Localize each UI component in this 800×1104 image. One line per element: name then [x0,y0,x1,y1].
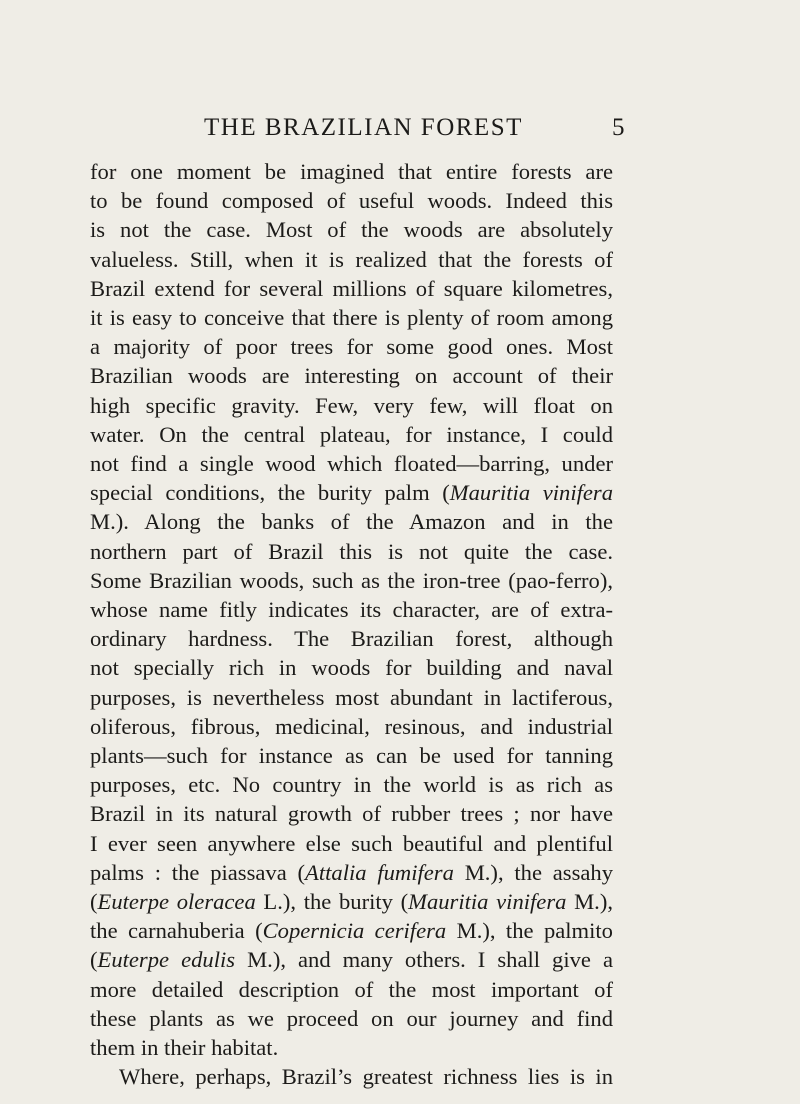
italic-species-name: Mauritia vinifera [449,480,613,506]
text-line: them in their habitat. [90,1035,279,1060]
text-line: water. On the central plateau, for instance, I could [90,421,613,447]
text-line: for one moment be imagined that entire forests are [90,159,613,184]
text-line: I ever seen anywhere else such beautiful and plentiful [90,830,613,856]
text-line: northern part of Brazil this is not quite the case. [90,538,613,564]
text-line: high specific gravity. Few, very few, will float on [90,392,613,418]
text-line: palms : the piassava (Attalia fumifera M.), the assahy [90,859,613,885]
text-line: Brazilian woods are interesting on account of their [90,363,613,389]
text-line: these plants as we proceed on our journey and find [90,1005,613,1031]
text-line: Brazil extend for several millions of square kilometres, [90,275,613,301]
text-line: a majority of poor trees for some good ones. Most [90,334,613,360]
chapter-title: THE BRAZILIAN FOREST [204,114,523,141]
text-line: to be found composed of useful woods. Indeed this [90,188,613,214]
text-line: the carnahuberia (Copernicia cerifera M.), the palmito [90,918,613,944]
text-line: it is easy to conceive that there is plenty of room among [90,305,613,330]
text-line: (Euterpe edulis M.), and many others. I shall give a [90,947,614,973]
text-line: more detailed description of the most important of [90,976,613,1002]
text-line: (Euterpe oleracea L.), the burity (Mauritia vinifera M.), [90,889,613,914]
text-line: plants—such for instance as can be used for tanning [90,743,613,768]
text-line: not find a single wood which floated—barring, under [90,451,613,476]
text-line: M.). Along the banks of the Amazon and in the [90,509,613,535]
text-line: Brazil in its natural growth of rubber trees ; nor have [90,801,613,827]
text-line: purposes, is nevertheless most abundant in lactiferous, [90,684,613,710]
text-line: purposes, etc. No country in the world is as rich as [90,772,613,798]
italic-species-name: Euterpe edulis [97,947,236,973]
italic-species-name: Mauritia vinifera [408,889,567,914]
text-line: is not the case. Most of the woods are absolutely [90,217,613,243]
text-line: Where, perhaps, Brazil’s greatest richness lies is in [119,1064,613,1090]
text-line: ordinary hardness. The Brazilian forest, although [90,626,613,652]
italic-species-name: Copernicia cerifera [262,918,447,944]
text-line: valueless. Still, when it is realized that the forests of [90,246,613,272]
italic-species-name: Euterpe oleracea [97,889,256,914]
text-line: whose name fitly indicates its character, are of extra- [90,597,613,622]
text-line: Some Brazilian woods, such as the iron-tree (pao-ferro), [90,567,613,593]
text-line: not specially rich in woods for building and naval [90,655,613,681]
text-line: oliferous, fibrous, medicinal, resinous, and industrial [90,713,613,739]
text-line: special conditions, the burity palm (Mauritia vinifera [90,480,613,506]
running-head [90,114,800,148]
italic-species-name: Attalia fumifera [305,859,454,885]
page-number: 5 [612,114,626,141]
